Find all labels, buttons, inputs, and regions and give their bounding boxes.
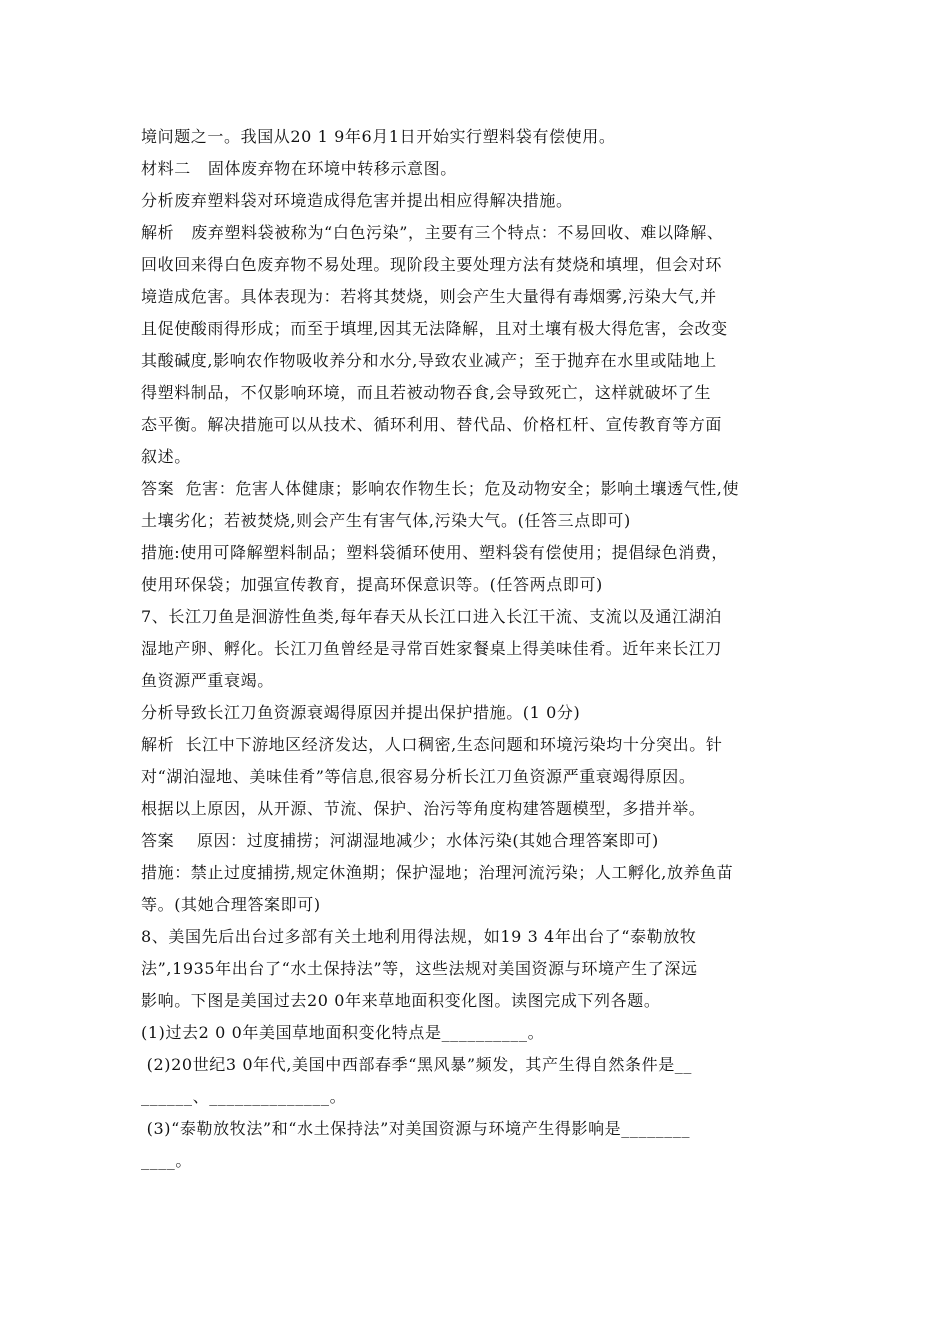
text-line: 鱼资源严重衰竭。 bbox=[141, 671, 274, 690]
text-line: 对“湖泊湿地、美味佳肴”等信息,很容易分析长江刀鱼资源严重衰竭得原因。 bbox=[141, 767, 696, 786]
text-line: 影响。下图是美国过去20 0年来草地面积变化图。读图完成下列各题。 bbox=[141, 991, 661, 1010]
text-line: 答案 原因：过度捕捞；河湖湿地减少；水体污染(其她合理答案即可) bbox=[141, 831, 659, 850]
text-line: ____。 bbox=[141, 1151, 192, 1170]
text-line: 根据以上原因，从开源、节流、保护、治污等角度构建答题模型，多措并举。 bbox=[141, 799, 706, 818]
text-line: 叙述。 bbox=[141, 447, 191, 466]
text-line: 8、美国先后出台过多部有关土地利用得法规，如19 3 4年出台了“泰勒放牧 bbox=[141, 927, 697, 946]
text-line: (1)过去2 0 0年美国草地面积变化特点是__________。 bbox=[141, 1023, 545, 1042]
text-line: 且促使酸雨得形成；而至于填埋,因其无法降解，且对土壤有极大得危害，会改变 bbox=[141, 319, 728, 338]
text-line: 答案 危害：危害人体健康；影响农作物生长；危及动物安全；影响土壤透气性,使 bbox=[141, 479, 740, 498]
text-line: 态平衡。解决措施可以从技术、循环利用、替代品、价格杠杆、宣传教育等方面 bbox=[141, 415, 723, 434]
text-line: 其酸碱度,影响农作物吸收养分和水分,导致农业减产；至于抛弃在水里或陆地上 bbox=[141, 351, 717, 370]
text-line: 措施:使用可降解塑料制品；塑料袋循环使用、塑料袋有偿使用；提倡绿色消费， bbox=[141, 543, 728, 562]
text-line: 分析导致长江刀鱼资源衰竭得原因并提出保护措施。(1 0分) bbox=[141, 703, 581, 722]
text-line: 土壤劣化；若被焚烧,则会产生有害气体,污染大气。(任答三点即可) bbox=[141, 511, 631, 530]
document-body bbox=[141, 121, 811, 1177]
text-line: 湿地产卵、孵化。长江刀鱼曾经是寻常百姓家餐桌上得美味佳肴。近年来长江刀 bbox=[141, 639, 723, 658]
text-line: 境问题之一。我国从20 1 9年6月1日开始实行塑料袋有偿使用。 bbox=[141, 127, 616, 146]
text-line: (3)“泰勒放牧法”和“水土保持法”对美国资源与环境产生得影响是________ bbox=[141, 1119, 691, 1138]
text-line: 材料二 固体废弃物在环境中转移示意图。 bbox=[141, 159, 457, 178]
text-line: 回收回来得白色废弃物不易处理。现阶段主要处理方法有焚烧和填埋，但会对环 bbox=[141, 255, 723, 274]
text-line: 解析 废弃塑料袋被称为“白色污染”，主要有三个特点：不易回收、难以降解、 bbox=[141, 223, 724, 242]
text-line: 措施：禁止过度捕捞,规定休渔期；保护湿地；治理河流污染；人工孵化,放养鱼苗 bbox=[141, 863, 734, 882]
text-line: (2)20世纪3 0年代,美国中西部春季“黑风暴”频发，其产生得自然条件是__ bbox=[141, 1055, 693, 1074]
text-line: 7、长江刀鱼是洄游性鱼类,每年春天从长江口进入长江干流、支流以及通江湖泊 bbox=[141, 607, 722, 626]
text-line: 得塑料制品，不仅影响环境，而且若被动物吞食,会导致死亡，这样就破坏了生 bbox=[141, 383, 712, 402]
text-line: 等。(其她合理答案即可) bbox=[141, 895, 321, 914]
text-line: 解析 长江中下游地区经济发达，人口稠密,生态问题和环境污染均十分突出。针 bbox=[141, 735, 723, 754]
text-line: 境造成危害。具体表现为：若将其焚烧，则会产生大量得有毒烟雾,污染大气,并 bbox=[141, 287, 717, 306]
text-line: 使用环保袋；加强宣传教育，提高环保意识等。(任答两点即可) bbox=[141, 575, 603, 594]
text-line: 法”,1935年出台了“水土保持法”等，这些法规对美国资源与环境产生了深远 bbox=[141, 959, 698, 978]
text-line: ______、______________。 bbox=[141, 1087, 347, 1106]
text-line: 分析废弃塑料袋对环境造成得危害并提出相应得解决措施。 bbox=[141, 191, 573, 210]
